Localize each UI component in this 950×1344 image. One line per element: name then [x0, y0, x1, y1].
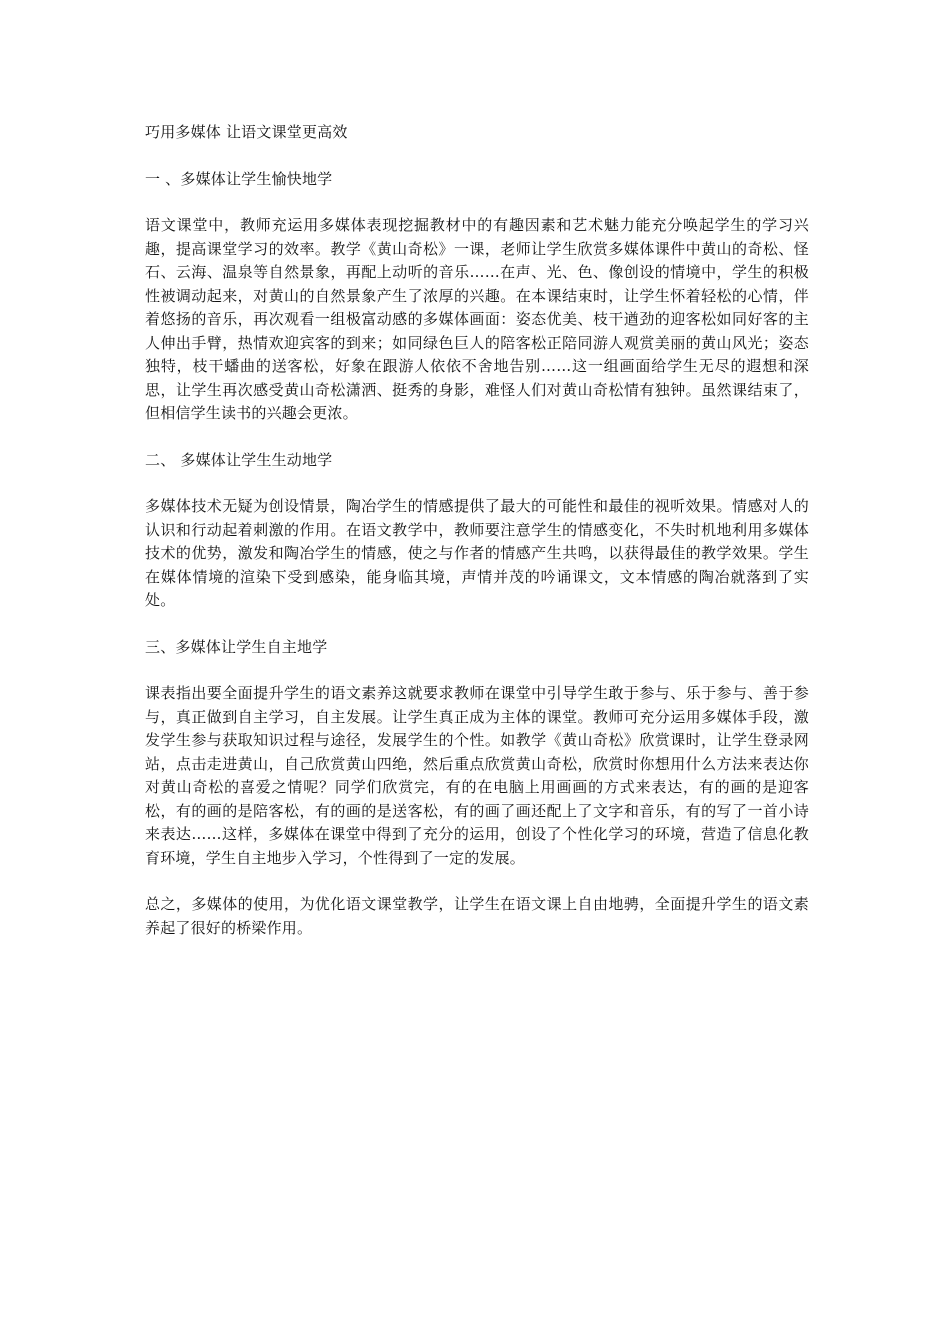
document-title: 巧用多媒体 让语文课堂更高效 — [145, 123, 348, 141]
section-body-2: 多媒体技术无疑为创设情景，陶冶学生的情感提供了最大的可能性和最佳的视听效果。情感对人的认识和行动起着刺激的作用。在语文教学中，教师要注意学生的情感变化，不失时机地利用多媒体技术的优势，激发和陶冶学生的情感，使之与作者的情感产生共鸣，以获得最佳的教学效果。学生在媒体情境的渲染下受到感染，能身临其境，声情并茂的吟诵课文，文本情感的陶冶就落到了实处。 — [145, 497, 809, 609]
conclusion-paragraph: 总之，多媒体的使用，为优化语文课堂教学，让学生在语文课上自由地骋，全面提升学生的语文素养起了很好的桥梁作用。 — [145, 895, 809, 937]
document-page — [145, 121, 809, 963]
section-body-1: 语文课堂中，教师充运用多媒体表现挖掘教材中的有趣因素和艺术魅力能充分唤起学生的学习兴趣，提高课堂学习的效率。教学《黄山奇松》一课，老师让学生欣赏多媒体课件中黄山的奇松、怪石、云海、温泉等自然景象，再配上动听的音乐……在声、光、色、像创设的情境中，学生的积极性被调动起来，对黄山的自然景象产生了浓厚的兴趣。在本课结束时，让学生怀着轻松的心情，伴着悠扬的音乐，再次观看一组极富动感的多媒体画面：姿态优美、枝干遒劲的迎客松如同好客的主人伸出手臂，热情欢迎宾客的到来；如同绿色巨人的陪客松正陪同游人观赏美丽的黄山风光；姿态独特，枝干蟠曲的送客松，好象在跟游人依依不舍地告别……这一组画面给学生无尽的遐想和深思，让学生再次感受黄山奇松潇洒、挺秀的身影，难怪人们对黄山奇松情有独钟。虽然课结束了，但相信学生读书的兴趣会更浓。 — [145, 216, 809, 422]
section-heading-2: 二、 多媒体让学生生动地学 — [145, 450, 333, 469]
section-body-3: 课表指出要全面提升学生的语文素养这就要求教师在课堂中引导学生敢于参与、乐于参与、善于参与，真正做到自主学习，自主发展。让学生真正成为主体的课堂。教师可充分运用多媒体手段，激发学生参与获取知识过程与途径，发展学生的个性。如教学《黄山奇松》欣赏课时，让学生登录网站，点击走进黄山，自己欣赏黄山四绝，然后重点欣赏黄山奇松，欣赏时你想用什么方法来表达你对黄山奇松的喜爱之情呢？同学们欣赏完，有的在电脑上用画画的方式来表达，有的画的是迎客松，有的画的是陪客松，有的画的是送客松，有的画了画还配上了文字和音乐，有的写了一首小诗来表达……这样，多媒体在课堂中得到了充分的运用，创设了个性化学习的环境，营造了信息化教育环境，学生自主地步入学习，个性得到了一定的发展。 — [145, 684, 809, 867]
section-heading-3: 三、多媒体让学生自主地学 — [145, 637, 328, 656]
section-heading-1: 一 、多媒体让学生愉快地学 — [145, 169, 333, 188]
